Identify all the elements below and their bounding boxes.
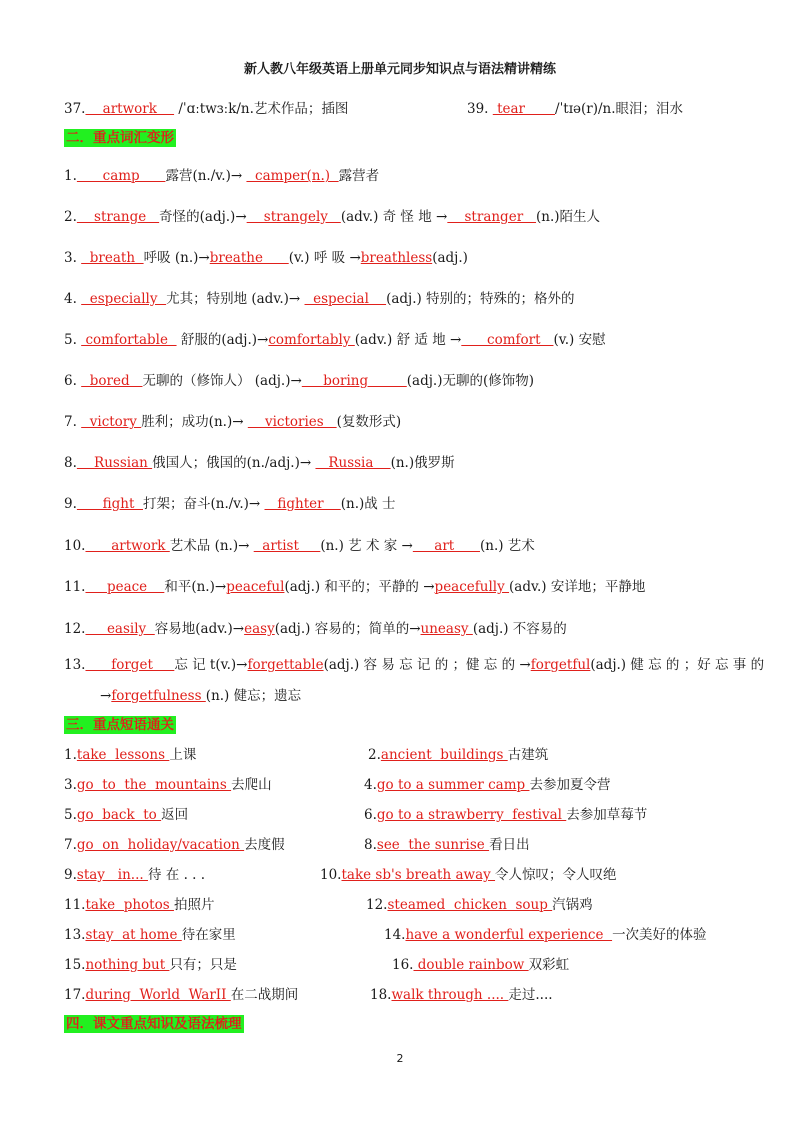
answer: Russia	[315, 455, 391, 471]
vocab-row	[64, 454, 455, 472]
phrase-left	[64, 986, 298, 1004]
phrase-left	[64, 956, 237, 974]
item-number: 9.	[64, 867, 77, 883]
answer: Russian	[76, 455, 153, 471]
phrase-answer: see the sunrise	[376, 837, 490, 853]
item-number: 3.	[64, 250, 82, 266]
phrase-answer: nothing but	[85, 957, 170, 973]
phrase-meaning: 古建筑	[507, 747, 549, 763]
answer: especial	[304, 291, 387, 307]
answer: fight	[76, 496, 143, 512]
phrase-right	[364, 806, 647, 824]
phrase-answer: steamed chicken soup	[387, 897, 553, 913]
answer: bored	[81, 373, 143, 389]
item-number: 1.	[64, 168, 77, 184]
item-number: 13.	[64, 657, 86, 673]
phrase-meaning: 令人惊叹；令人叹绝	[495, 867, 617, 883]
arrow: →	[100, 688, 112, 704]
text: (v.) 呼 吸 →	[288, 250, 361, 266]
item-number: 5.	[64, 807, 77, 823]
phrase-answer: stay at home	[85, 927, 182, 943]
definition: /ˈtɪə(r)/n.眼泪；泪水	[555, 101, 684, 117]
item-number: 11.	[64, 897, 86, 913]
vocab-row-39	[467, 100, 683, 118]
answer: victories	[247, 414, 337, 430]
answer: peace	[85, 579, 165, 595]
answer: fighter	[264, 496, 341, 512]
answer: forgetfulness	[111, 688, 206, 704]
phrase-answer: ancient buildings	[380, 747, 508, 763]
text: (v.) 安慰	[553, 332, 606, 348]
phrase-meaning: 汽锅鸡	[552, 897, 593, 913]
item-number: 16.	[392, 957, 414, 973]
text: (adj.)	[432, 250, 468, 266]
item-number: 37.	[64, 101, 86, 117]
phrase-left	[64, 866, 205, 884]
item-number: 9.	[64, 496, 77, 512]
answer: boring	[301, 373, 407, 389]
vocab-row	[64, 620, 567, 638]
vocab-row-13	[64, 656, 764, 674]
phrase-left	[64, 926, 236, 944]
item-number: 39.	[467, 101, 489, 117]
item-number: 5.	[64, 332, 82, 348]
phrase-right	[370, 986, 553, 1004]
answer: comfortably	[268, 332, 355, 348]
vocab-row	[64, 331, 606, 349]
phrase-answer: go to a strawberry festival	[376, 807, 567, 823]
phrase-meaning: 去参加夏令营	[529, 777, 611, 793]
answer: comfort	[461, 332, 554, 348]
answer: tear	[492, 101, 556, 117]
text: (adj.) 健 忘 的 ；好 忘 事 的	[590, 657, 765, 673]
phrase-left	[64, 776, 272, 794]
answer: stranger	[447, 209, 537, 225]
text: (n.)战 士	[340, 496, 396, 512]
vocab-row-13-cont	[100, 687, 301, 705]
answer: strange	[76, 209, 160, 225]
vocab-row-37	[64, 100, 348, 118]
phrase-answer: go to a summer camp	[376, 777, 530, 793]
text: 尤其；特别地 (adv.)→	[166, 291, 305, 307]
vocab-row	[64, 413, 401, 431]
vocab-row	[64, 290, 575, 308]
item-number: 6.	[64, 373, 82, 389]
definition: /ˈɑːtwɜːk/n.艺术作品；插图	[178, 101, 349, 117]
item-number: 2.	[368, 747, 381, 763]
answer: forget	[85, 657, 175, 673]
phrase-answer: take sb's breath away	[341, 867, 496, 883]
vocab-row	[64, 537, 535, 555]
answer: victory	[81, 414, 142, 430]
section-heading-4: 四．课文重点知识及语法梳理	[66, 1016, 242, 1032]
item-number: 15.	[64, 957, 86, 973]
vocab-row	[64, 167, 379, 185]
section-heading-3: 三．重点短语通关	[66, 717, 174, 733]
text: (n.) 艺 术 家 →	[320, 538, 413, 554]
phrase-answer: double rainbow	[413, 957, 529, 973]
item-number: 6.	[364, 807, 377, 823]
text: (adv.) 安详地；平静地	[509, 579, 646, 595]
section-heading-2: 二．重点词汇变形	[66, 130, 174, 146]
item-number: 18.	[370, 987, 392, 1003]
phrase-meaning: 去爬山	[231, 777, 272, 793]
text: 俄国人；俄国的(n./adj.)→	[152, 455, 316, 471]
item-number: 10.	[64, 538, 86, 554]
text: 露营(n./v.)→	[165, 168, 247, 184]
text: 艺术品 (n.)→	[169, 538, 254, 554]
answer: peacefully	[434, 579, 510, 595]
text: (n.)俄罗斯	[390, 455, 455, 471]
text: (adj.) 和平的；平静的 →	[284, 579, 435, 595]
answer: easily	[85, 621, 155, 637]
phrase-meaning: 拍照片	[173, 897, 215, 913]
phrase-meaning: 去参加草莓节	[566, 807, 648, 823]
phrase-right	[392, 956, 569, 974]
text: (adj.) 容易的；简单的→	[274, 621, 421, 637]
item-number: 1.	[64, 747, 77, 763]
vocab-row	[64, 208, 600, 226]
answer: artwork	[85, 101, 175, 117]
text: 呼吸 (n.)→	[143, 250, 210, 266]
item-number: 4.	[364, 777, 377, 793]
answer: camper(n.)	[246, 168, 339, 184]
phrase-answer: during World WarII	[85, 987, 231, 1003]
text: (adj.)无聊的(修饰物)	[406, 373, 535, 389]
item-number: 13.	[64, 927, 86, 943]
item-number: 3.	[64, 777, 77, 793]
phrase-meaning: 去度假	[244, 837, 285, 853]
page-header: 新人教八年级英语上册单元同步知识点与语法精讲精练	[243, 62, 556, 77]
phrase-meaning: 一次美好的体验	[612, 927, 707, 943]
item-number: 4.	[64, 291, 82, 307]
text: 无聊的（修饰人） (adj.)→	[142, 373, 302, 389]
phrase-right	[384, 926, 707, 944]
text: 奇怪的(adj.)→	[159, 209, 247, 225]
item-number: 11.	[64, 579, 86, 595]
text: 露营者	[338, 168, 380, 184]
phrase-right	[364, 776, 610, 794]
answer: uneasy	[420, 621, 473, 637]
phrase-meaning: 待在家里	[181, 927, 236, 943]
vocab-row	[64, 249, 468, 267]
answer: breathless	[360, 250, 433, 266]
answer: easy	[244, 621, 275, 637]
text: (adj.) 不容易的	[472, 621, 567, 637]
phrase-answer: take photos	[85, 897, 174, 913]
text: (n.)陌生人	[536, 209, 601, 225]
phrase-left	[64, 896, 214, 914]
text: (adj.) 容 易 忘 记 的 ；健 忘 的 →	[323, 657, 531, 673]
phrase-right	[364, 836, 530, 854]
answer: comfortable	[81, 332, 177, 348]
answer: art	[412, 538, 480, 554]
phrase-right	[320, 866, 617, 884]
text: 容易地(adv.)→	[154, 621, 245, 637]
answer: peaceful	[226, 579, 285, 595]
phrase-answer: go on holiday/vacation	[76, 837, 245, 853]
phrase-right	[368, 746, 548, 764]
vocab-row	[64, 495, 396, 513]
answer: forgettable	[247, 657, 324, 673]
phrase-meaning: 上课	[169, 747, 197, 763]
phrase-meaning: 只有；只是	[169, 957, 237, 973]
phrase-answer: go back to	[76, 807, 162, 823]
page-number: 2	[396, 1052, 404, 1065]
phrase-meaning: 返回	[161, 807, 189, 823]
phrase-answer: walk through ....	[391, 987, 509, 1003]
text: 胜利；成功(n.)→	[141, 414, 248, 430]
text: (n.) 健忘；遗忘	[205, 688, 302, 704]
answer: breathe	[209, 250, 289, 266]
phrase-meaning: 双彩虹	[528, 957, 570, 973]
phrase-answer: go to the mountains	[76, 777, 232, 793]
item-number: 2.	[64, 209, 77, 225]
answer: artist	[253, 538, 321, 554]
vocab-row	[64, 372, 534, 390]
text: (复数形式)	[336, 414, 402, 430]
item-number: 12.	[366, 897, 388, 913]
text: (adv.) 舒 适 地 →	[354, 332, 462, 348]
answer: artwork	[85, 538, 170, 554]
text: (n.) 艺术	[479, 538, 535, 554]
item-number: 8.	[64, 455, 77, 471]
item-number: 12.	[64, 621, 86, 637]
text: 舒服的(adj.)→	[176, 332, 269, 348]
phrase-meaning: 在二战期间	[230, 987, 299, 1003]
text: (adj.) 特别的；特殊的；格外的	[386, 291, 575, 307]
phrase-right	[366, 896, 593, 914]
text: 忘 记 t(v.)→	[174, 657, 248, 673]
item-number: 7.	[64, 414, 82, 430]
text: 打架；奋斗(n./v.)→	[143, 496, 265, 512]
phrase-left	[64, 746, 196, 764]
phrase-answer: have a wonderful experience	[405, 927, 613, 943]
phrase-left	[64, 806, 188, 824]
item-number: 10.	[320, 867, 342, 883]
vocab-row	[64, 578, 645, 596]
phrase-meaning: 待 在 . . .	[147, 867, 206, 883]
phrase-meaning: 看日出	[489, 837, 530, 853]
answer: breath	[81, 250, 144, 266]
answer: especially	[81, 291, 167, 307]
phrase-meaning: 走过....	[508, 987, 553, 1003]
text: 和平(n.)→	[164, 579, 227, 595]
item-number: 14.	[384, 927, 406, 943]
item-number: 8.	[364, 837, 377, 853]
item-number: 17.	[64, 987, 86, 1003]
answer: camp	[76, 168, 166, 184]
phrase-left	[64, 836, 285, 854]
text: (adv.) 奇 怪 地 →	[340, 209, 448, 225]
item-number: 7.	[64, 837, 77, 853]
answer: forgetful	[530, 657, 591, 673]
phrase-answer: stay in...	[76, 867, 148, 883]
answer: strangely	[246, 209, 341, 225]
phrase-answer: take lessons	[76, 747, 170, 763]
